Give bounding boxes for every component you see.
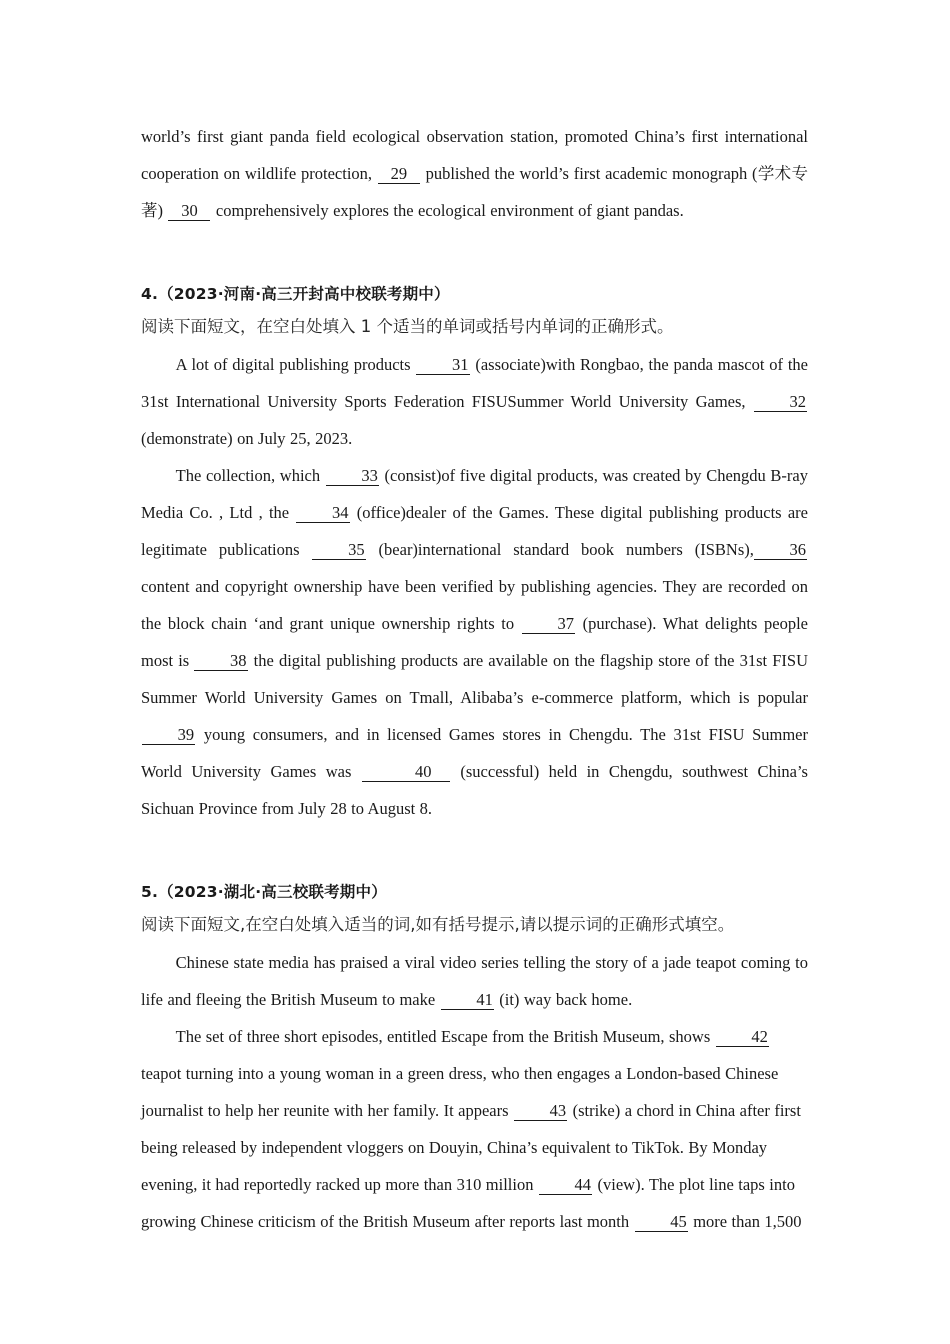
answer-blank-36[interactable]: 36 bbox=[754, 542, 807, 560]
answer-blank-38[interactable]: 38 bbox=[194, 653, 247, 671]
section-spacer bbox=[141, 827, 808, 877]
section-spacer bbox=[141, 229, 808, 279]
section-5-heading: 5.（2023·湖北·高三校联考期中） bbox=[141, 883, 387, 901]
section-5-paragraph-1: Chinese state media has praised a viral video series telling the story of a jade teapot coming to life and fleeing the British Museum to make 41 (it) way back home. bbox=[141, 953, 808, 1009]
answer-blank-31[interactable]: 31 bbox=[416, 357, 469, 375]
section-5-paragraph-2: The set of three short episodes, entitled Escape from the British Museum, shows 42 teapot turning into a young woman in a green dress, who then engages a London-based Chinese journalist to help her reunite with her family. It appears 43 (strike) a chord in China after first being released by independent vloggers on Douyin, China’s equivalent to TikTok. By Monday evening, it had reportedly racked up more than 310 million 44 (view). The plot line taps into growing Chinese criticism of the British Museum after reports last month 45 more than 1,500 bbox=[141, 1027, 802, 1231]
answer-blank-29[interactable]: 29 bbox=[378, 166, 420, 184]
answer-blank-33[interactable]: 33 bbox=[326, 468, 379, 486]
answer-blank-41[interactable]: 41 bbox=[441, 992, 494, 1010]
page-content bbox=[141, 118, 808, 1240]
section-4-instruction: 阅读下面短文，在空白处填入 1 个适当的单词或括号内单词的正确形式。 bbox=[141, 317, 674, 336]
answer-blank-43[interactable]: 43 bbox=[514, 1103, 567, 1121]
answer-blank-34[interactable]: 34 bbox=[296, 505, 349, 523]
answer-blank-30[interactable]: 30 bbox=[168, 203, 210, 221]
answer-blank-42[interactable]: 42 bbox=[716, 1029, 769, 1047]
section-4-paragraph-2: The collection, which 33 (consist)of five digital products, was created by Chengdu B-ray Media Co. , Ltd , the 34 (office)dealer of the Games. These digital publishing products are legitimate publications 35 (bear)international standard book numbers (ISBNs), 36 content and copyright ownership have been verified by publishing agencies. They are recorded on the block chain ‘and grant unique ownership rights to 37 (purchase). What delights people most is 38 the digital publishing products are available on the flagship store of the 31st FISU Summer World University Games on Tmall, Alibaba’s e-commerce platform, which is popular 39 young consumers, and in licensed Games stores in Chengdu. The 31st FISU Summer World University Games was 40 (successful) held in Chengdu, southwest China’s Sichuan Province from July 28 to August 8. bbox=[141, 466, 808, 818]
answer-blank-32[interactable]: 32 bbox=[754, 394, 807, 412]
section-4-paragraph-1: A lot of digital publishing products 31 (associate)with Rongbao, the panda mascot of the 31st International University Sports Federation FISUSummer World University Games, 32 (demonstrate) on July 25, 2023. bbox=[141, 355, 809, 448]
answer-blank-40[interactable]: 40 bbox=[362, 764, 450, 782]
answer-blank-35[interactable]: 35 bbox=[312, 542, 365, 560]
section-5-instruction: 阅读下面短文,在空白处填入适当的词,如有括号提示,请以提示词的正确形式填空。 bbox=[141, 915, 735, 934]
answer-blank-45[interactable]: 45 bbox=[635, 1214, 688, 1232]
answer-blank-44[interactable]: 44 bbox=[539, 1177, 592, 1195]
continued-paragraph: world’s first giant panda field ecological observation station, promoted China’s first international cooperation on wildlife protection, 29 published the world’s first academic monograph (学术专著) 30 comprehensively explores the ecological environment of giant pandas. bbox=[141, 127, 808, 220]
answer-blank-37[interactable]: 37 bbox=[522, 616, 575, 634]
answer-blank-39[interactable]: 39 bbox=[142, 727, 195, 745]
section-4-heading: 4.（2023·河南·高三开封高中校联考期中） bbox=[141, 285, 450, 303]
